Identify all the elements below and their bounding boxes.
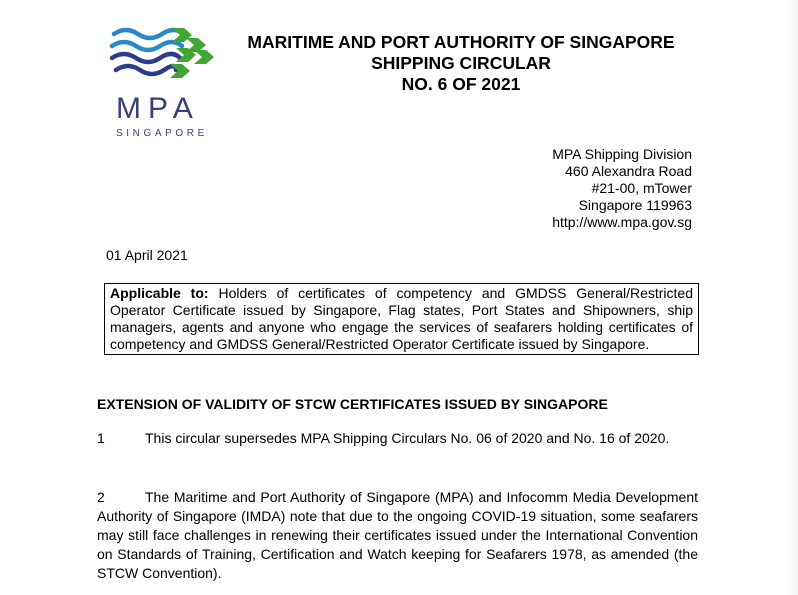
- applicable-to-box: [104, 283, 699, 355]
- heading-type: SHIPPING CIRCULAR: [371, 53, 551, 73]
- paragraph-number: 2: [97, 489, 105, 505]
- paragraph-text: This circular supersedes MPA Shipping Circulars No. 06 of 2020 and No. 16 of 2020.: [145, 430, 670, 446]
- paragraph-text: The Maritime and Port Authority of Singapore (MPA) and Infocomm Media Development Authority of Singapore (IMDA) note that due to the ongoing COVID-19 situation, some seafarers may still face challenges in renewing their certificates issued under the International Convention on Standards of Training, Certification and Watch keeping for Seafarers 1978, as amended (the STCW Convention).: [97, 489, 698, 581]
- page-edge: [786, 0, 798, 595]
- logo-subtitle: SINGAPORE: [116, 128, 208, 139]
- applicable-text: Holders of certificates of competency and GMDSS General/Restricted Operator Certificate issued by Singapore, Flag states, Port States and Shipowners, ship managers, agents and anyone who engage the services of seafarers holding certificates of competency and GMDSS General/Restricted Operator Certificate issued by Singapore.: [110, 285, 694, 352]
- logo-wordmark: MPA: [116, 92, 200, 125]
- heading-authority: MARITIME AND PORT AUTHORITY OF SINGAPORE: [247, 32, 675, 52]
- address-line: 460 Alexandra Road: [565, 163, 692, 179]
- address-line: #21-00, mTower: [591, 180, 692, 196]
- paragraph-1: [97, 429, 698, 448]
- heading-number: NO. 6 OF 2021: [401, 74, 521, 94]
- address-line: Singapore 119963: [578, 197, 692, 213]
- applicable-label: Applicable to:: [110, 285, 209, 301]
- circular-heading: [218, 32, 704, 95]
- address-line: MPA Shipping Division: [552, 146, 692, 162]
- paragraph-2: [97, 488, 698, 583]
- paragraph-number: 1: [97, 430, 105, 446]
- mpa-wave-logo-icon: [108, 24, 228, 90]
- address-website: http://www.mpa.gov.sg: [552, 214, 692, 230]
- address-block: [552, 146, 692, 231]
- section-title: EXTENSION OF VALIDITY OF STCW CERTIFICATES ISSUED BY SINGAPORE: [97, 396, 608, 412]
- mpa-logo: [108, 24, 228, 146]
- circular-date: 01 April 2021: [106, 247, 188, 263]
